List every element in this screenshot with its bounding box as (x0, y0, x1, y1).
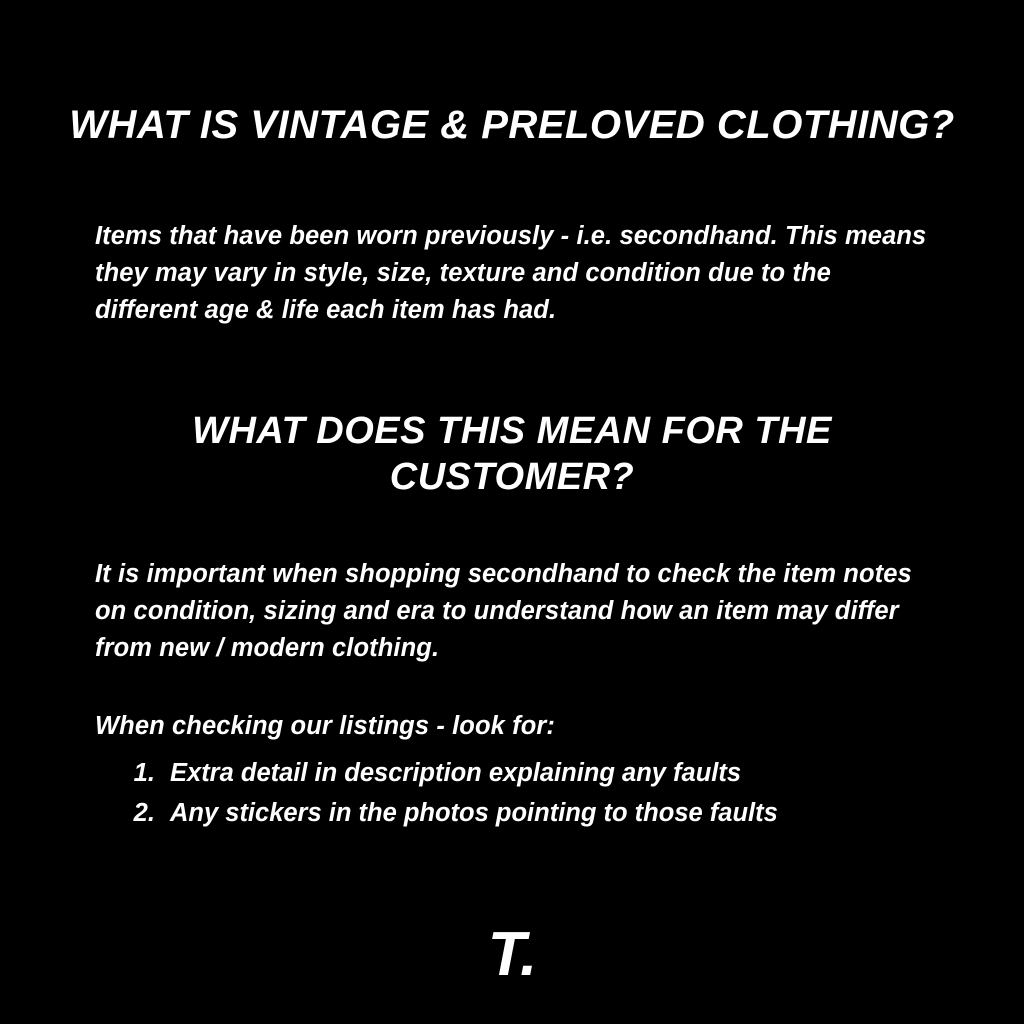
list-item: 1. Extra detail in description explaining any faults (162, 754, 982, 792)
definition-paragraph: Items that have been worn previously - i.e. secondhand. This means they may vary in style, size, texture and condition due to the different age & life each item has had. (95, 221, 927, 324)
page-title: WHAT IS VINTAGE & PRELOVED CLOTHING? (69, 102, 955, 147)
checklist-intro-text: When checking our listings - look for: (95, 711, 555, 740)
brand-logo: T. (487, 920, 537, 989)
section-title-customer-meaning: WHAT DOES THIS MEAN FOR THE CUSTOMER? (192, 409, 832, 498)
list-item: 2. Any stickers in the photos pointing to those faults (162, 794, 982, 832)
meaning-paragraph: It is important when shopping secondhand to check the item notes on condition, sizing and era to understand how an item may differ from new / modern clothing. (95, 559, 912, 662)
checklist (122, 754, 982, 835)
